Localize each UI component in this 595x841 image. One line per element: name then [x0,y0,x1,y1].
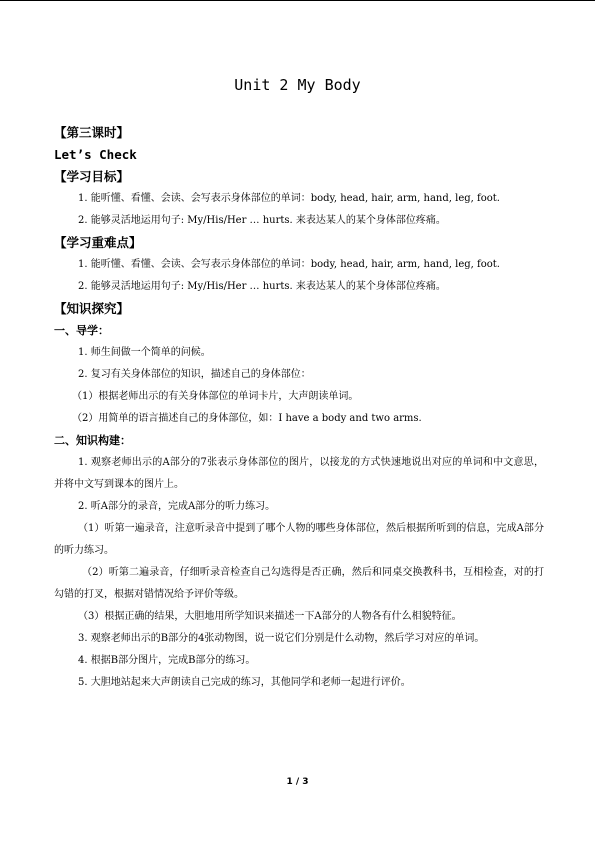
part1-item: 2. 复习有关身体部位的知识，描述自己的身体部位： [78,369,311,380]
goal-item: 1. 能听懂、看懂、会读、会写表示身体部位的单词：body, head, hair, arm, hand, leg, foot. [78,193,500,204]
explore-heading: 【知识探究】 [54,301,130,316]
part2-item: 4. 根据B部分图片，完成B部分的练习。 [78,655,256,666]
header-rule [0,0,595,1]
part2-title: 二、知识构建： [54,434,131,447]
part2-item: 2. 听A部分的录音，完成A部分的听力练习。 [78,501,276,512]
part2-item: （3）根据正确的结果，大胆地用所学知识来描述一下A部分的人物各有什么相貌特征。 [78,611,462,622]
part2-item: 1. 观察老师出示的A部分的7张表示身体部位的图片，以接龙的方式快速地说出对应的单词和中文意思，并将中文写到课本的图片上。 [54,457,544,490]
part2-item: （2）听第二遍录音，仔细听录音检查自己勾选得是否正确，然后和同桌交换教科书，互相检查，对的打勾错的打叉，根据对错情况给予评价等级。 [54,567,544,600]
key-point-item: 1. 能听懂、看懂、会读、会写表示身体部位的单词：body, head, hair, arm, hand, leg, foot. [78,259,500,270]
goal-item: 2. 能够灵活地运用句子: My/His/Her … hurts. 来表达某人的某个身体部位疼痛。 [78,215,446,226]
document-body [54,122,544,694]
key-point-item: 2. 能够灵活地运用句子: My/His/Her … hurts. 来表达某人的某个身体部位疼痛。 [78,281,446,292]
lesson-heading: 【第三课时】 [54,125,130,140]
section-name: Let’s Check [54,147,137,162]
part1-item: 1. 师生间做一个简单的问候。 [78,347,211,358]
page-title: Unit 2 My Body [234,76,361,94]
key-points-heading: 【学习重难点】 [54,235,142,250]
goals-heading: 【学习目标】 [54,169,130,184]
part1-title: 一、导学： [54,324,109,337]
page-number: 1 / 3 [286,777,309,787]
part2-item: （1）听第一遍录音，注意听录音中提到了哪个人物的哪些身体部位，然后根据所听到的信息，完成A部分的听力练习。 [54,523,544,556]
part1-item: （1）根据老师出示的有关身体部位的单词卡片，大声朗读单词。 [72,391,359,402]
part1-item: （2）用简单的语言描述自己的身体部位，如：I have a body and two arms. [72,413,422,424]
part2-item: 3. 观察老师出示的B部分的4张动物图，说一说它们分别是什么动物，然后学习对应的单词。 [78,633,485,644]
part2-item: 5. 大胆地站起来大声朗读自己完成的练习，其他同学和老师一起进行评价。 [78,677,411,688]
